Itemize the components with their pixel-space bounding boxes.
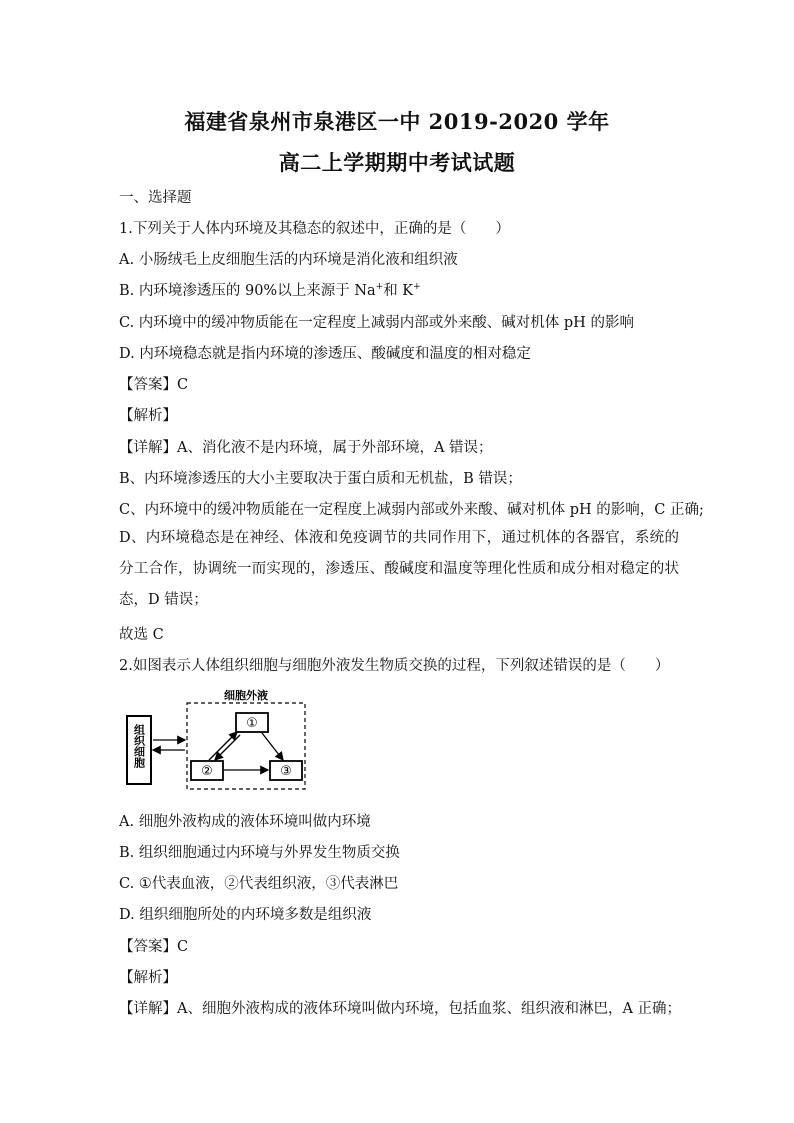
node-1-label: ① xyxy=(246,716,258,731)
q1-option-b-text2: 和 K xyxy=(383,283,414,299)
q2-analysis-heading: 【解析】 xyxy=(119,970,177,986)
q2-option-a: A. 细胞外液构成的液体环境叫做内环境 xyxy=(119,814,371,830)
arrow-1-to-3 xyxy=(262,733,283,760)
q1-option-b-text: B. 内环境渗透压的 90%以上来源于 Na xyxy=(119,283,376,299)
q1-option-c: C. 内环境中的缓冲物质能在一定程度上减弱内部或外来酸、碱对机体 pH 的影响 xyxy=(119,315,634,331)
q1-option-b xyxy=(119,279,421,300)
tissue-cell-label: 组织细胞 xyxy=(132,724,146,768)
page-title-line2: 高二上学期期中考试试题 xyxy=(278,150,516,175)
q1-stem: 1.下列关于人体内环境及其稳态的叙述中，正确的是（ ） xyxy=(119,221,510,237)
page-title-line1: 福建省泉州市泉港区一中 2019-2020 学年 xyxy=(184,109,610,134)
q1-option-b-sup2: + xyxy=(413,282,421,293)
q1-detail-b: B、内环境渗透压的大小主要取决于蛋白质和无机盐，B 错误； xyxy=(119,471,522,487)
q2-detail-a: 【详解】A、细胞外液构成的液体环境叫做内环境，包括血浆、组织液和淋巴，A 正确； xyxy=(119,1001,682,1017)
q2-option-d: D. 组织细胞所处的内环境多数是组织液 xyxy=(119,907,372,923)
section-heading: 一、选择题 xyxy=(119,190,192,206)
node-3-label: ③ xyxy=(280,764,292,779)
q1-option-b-sup1: + xyxy=(375,282,384,293)
q1-answer: 【答案】C xyxy=(119,377,189,393)
arrow-2-to-1 xyxy=(209,732,237,760)
q2-stem: 2.如图表示人体组织细胞与细胞外液发生物质交换的过程，下列叙述错误的是（ ） xyxy=(119,658,670,674)
q1-detail-c: C、内环境中的缓冲物质能在一定程度上减弱内部或外来酸、碱对机体 pH 的影响，C 正确; xyxy=(119,502,704,518)
q1-analysis-heading: 【解析】 xyxy=(119,408,177,424)
q2-option-b: B. 组织细胞通过内环境与外界发生物质交换 xyxy=(119,845,400,861)
q1-option-a: A. 小肠绒毛上皮细胞生活的内环境是消化液和组织液 xyxy=(119,252,458,268)
q1-detail-d: D、内环境稳态是在神经、体液和免疫调节的共同作用下，通过机体的各器官，系统的分工合作，协调统一而实现的，渗透压、酸碱度和温度等理化性质和成分相对稳定的状态，D 错误； xyxy=(119,530,679,608)
q2-option-c: C. ①代表血液，②代表组织液，③代表淋巴 xyxy=(119,876,399,892)
extracellular-fluid-label: 细胞外液 xyxy=(224,689,268,702)
node-2-label: ② xyxy=(201,764,213,779)
q1-conclusion: 故选 C xyxy=(119,627,164,643)
arrow-1-to-2 xyxy=(215,735,240,760)
exchange-diagram-svg xyxy=(125,688,310,793)
q2-answer: 【答案】C xyxy=(119,939,189,955)
q1-option-d: D. 内环境稳态就是指内环境的渗透压、酸碱度和温度的相对稳定 xyxy=(119,346,531,362)
exchange-diagram xyxy=(125,688,310,793)
q1-detail-a: 【详解】A、消化液不是内环境，属于外部环境，A 错误； xyxy=(119,440,493,456)
